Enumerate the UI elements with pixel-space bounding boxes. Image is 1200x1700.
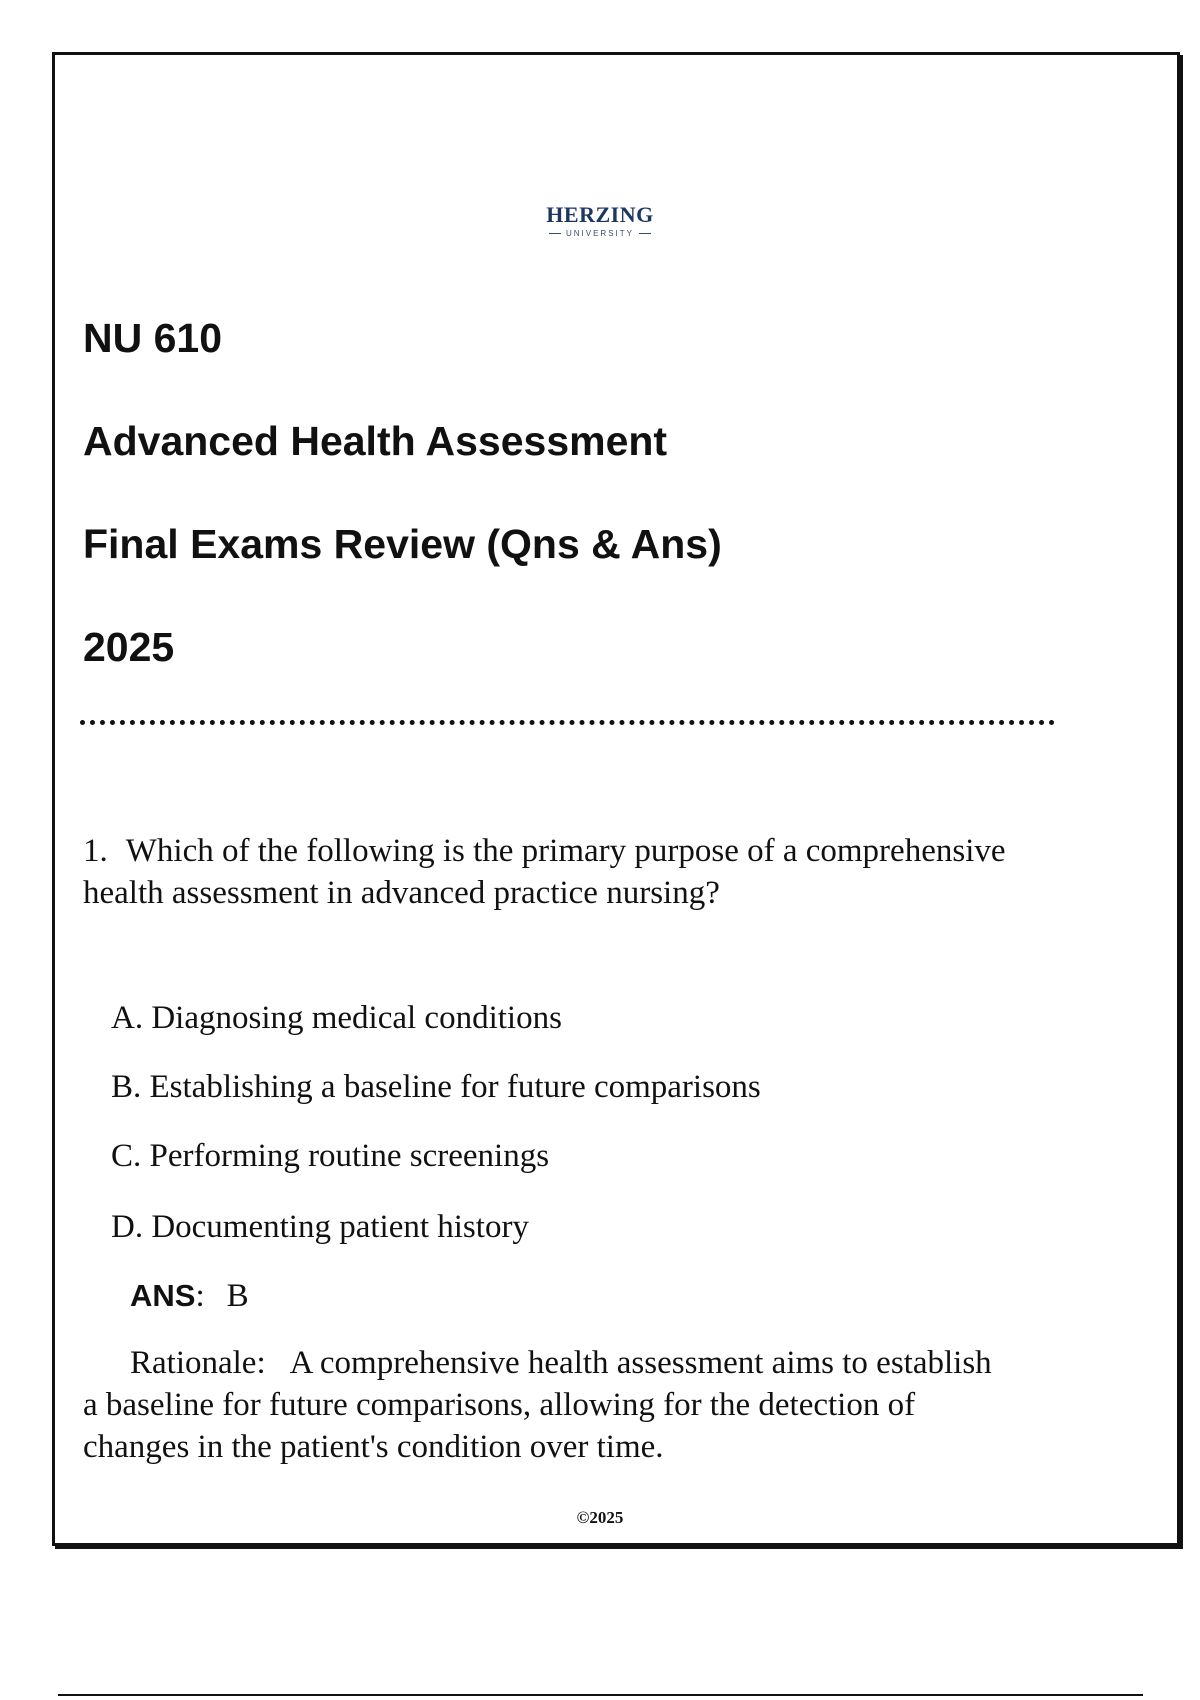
bottom-divider [58, 1694, 1143, 1696]
option-c: C. Performing routine screenings [111, 1138, 550, 1174]
answer-label: ANS [130, 1278, 196, 1313]
answer-value: B [226, 1278, 249, 1314]
logo-subtitle: UNIVERSITY [565, 229, 634, 238]
course-code: NU 610 [83, 315, 223, 361]
option-b: B. Establishing a baseline for future comparisons [111, 1069, 761, 1105]
logo-subtitle-row [0, 229, 1200, 238]
answer-line [130, 1275, 249, 1317]
rationale-label: Rationale: [130, 1345, 266, 1381]
rationale [83, 1342, 1013, 1468]
dotted-divider [80, 720, 1055, 725]
document-subtitle: Final Exams Review (Qns & Ans) [83, 521, 722, 567]
option-d: D. Documenting patient history [111, 1209, 529, 1245]
course-title: Advanced Health Assessment [83, 418, 668, 464]
answer-colon: : [195, 1278, 205, 1314]
rationale-text: A comprehensive health assessment aims to establish a baseline for future comparisons, allowing for the detection of changes in the patient's condition over time. [83, 1345, 992, 1465]
logo-wordmark: HERZING [546, 202, 654, 227]
copyright-footer: ©2025 [576, 1508, 624, 1527]
question-body: Which of the following is the primary purpose of a comprehensive health assessment in advanced practice nursing? [83, 833, 1006, 911]
university-logo [0, 202, 1200, 238]
question-number: 1. [83, 833, 108, 869]
logo-rule-right [639, 233, 651, 234]
logo-rule-left [549, 233, 561, 234]
option-a: A. Diagnosing medical conditions [111, 1000, 562, 1036]
page-frame [52, 52, 1180, 1546]
question-text [83, 830, 1083, 914]
document-year: 2025 [83, 624, 175, 670]
